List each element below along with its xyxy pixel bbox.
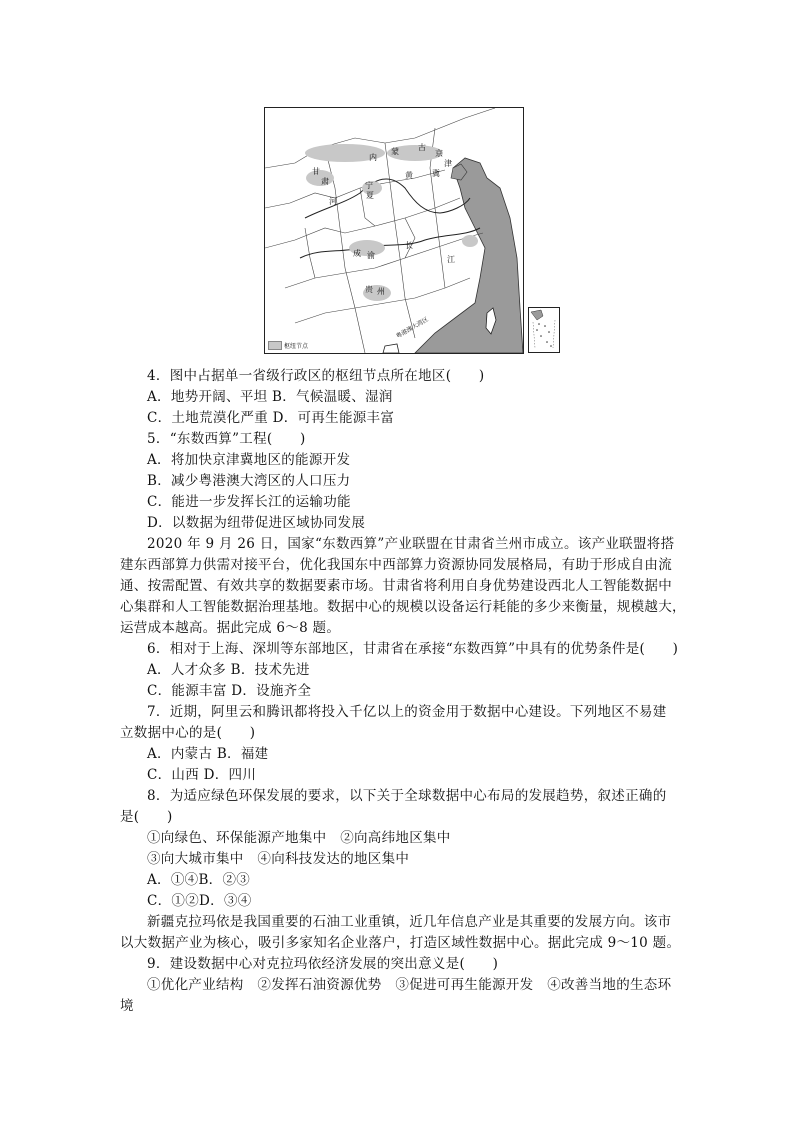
map-label-chang: 长 (405, 241, 413, 250)
map-drawing (265, 108, 523, 353)
q7-stem-line1: 7．近期，阿里云和腾讯都将投入千亿以上的资金用于数据中心建设。下列地区不易建 (147, 704, 667, 720)
q7-options-cd: C．山西 D．四川 (147, 767, 257, 783)
q5-stem: 5．“东数西算”工程( ) (147, 431, 306, 447)
q6-options-ab: A．人才众多 B．技术先进 (147, 662, 310, 678)
map-label-gui: 贵 (365, 285, 373, 294)
map-label-ning: 宁 (365, 181, 373, 190)
q4-options-cd: C．土地荒漠化严重 D．可再生能源丰富 (147, 410, 395, 426)
map-label-xia: 夏 (366, 191, 374, 200)
passage1-line3: 通、按需配置、有效共享的数据要素市场。甘肃省将利用自身优势建设西北人工智能数据中 (120, 578, 672, 594)
china-map-figure (264, 107, 524, 354)
passage1-line1: 2020 年 9 月 26 日，国家“东数西算”产业联盟在甘肃省兰州市成立。该产业联盟将搭 (147, 536, 675, 552)
map-legend (268, 341, 308, 350)
passage2-line1: 新疆克拉玛依是我国重要的石油工业重镇，近几年信息产业是其重要的发展方向。该市 (147, 914, 672, 930)
map-label-jin: 津 (444, 159, 452, 168)
map-label-zhou: 州 (377, 287, 385, 296)
q8-options-ab: A．①④B．②③ (147, 872, 251, 888)
map-label-he: 河 (329, 197, 337, 206)
q9-stem: 9．建设数据中心对克拉玛依经济发展的突出意义是( ) (147, 956, 499, 972)
map-label-gan: 甘 (312, 167, 320, 176)
map-label-yu: 渝 (367, 251, 375, 260)
q5-option-a: A．将加快京津冀地区的能源开发 (147, 452, 351, 468)
legend-label: 枢纽节点 (284, 343, 309, 350)
passage1-line5: 运营成本越高。据此完成 6～8 题。 (120, 620, 341, 636)
map-label-jiang: 江 (447, 255, 455, 264)
q7-options-ab: A．内蒙古 B．福建 (147, 746, 269, 762)
map-label-huang: 黄 (405, 171, 413, 180)
q9-items-cont: 境 (120, 998, 134, 1014)
map-label-su: 肃 (321, 177, 329, 186)
q5-option-c: C．能进一步发挥长江的运输功能 (147, 494, 351, 510)
map-label-meng: 蒙 (391, 147, 399, 156)
q9-items: ①优化产业结构 ②发挥石油资源优势 ③促进可再生能源开发 ④改善当地的生态环 (147, 977, 672, 993)
q5-option-b: B．减少粤港澳大湾区的人口压力 (147, 473, 351, 489)
passage2-line2: 以大数据产业为核心，吸引多家知名企业落户，打造区域性数据中心。据此完成 9～10 题。 (120, 935, 681, 951)
q6-stem: 6．相对于上海、深圳等东部地区，甘肃省在承接“东数西算”中具有的优势条件是( ) (147, 641, 679, 657)
legend-swatch (268, 341, 282, 350)
q6-options-cd: C．能源丰富 D．设施齐全 (147, 683, 312, 699)
map-label-cheng: 成 (353, 249, 361, 258)
q4-options-ab: A．地势开阔、平坦 B．气候温暖、湿润 (147, 389, 393, 405)
q8-stem-line2: 是( ) (120, 809, 173, 825)
q8-items-line1: ①向绿色、环保能源产地集中 ②向高纬地区集中 (147, 830, 451, 846)
q8-items-line2: ③向大城市集中 ④向科技发达的地区集中 (147, 851, 410, 867)
q7-stem-line2: 立数据中心的是( ) (120, 725, 256, 741)
passage1-line2: 建东西部算力供需对接平台，优化我国东中西部算力资源协同发展格局，有助于形成自由流 (120, 557, 672, 573)
map-label-ji: 冀 (432, 169, 440, 178)
map-label-jing: 京 (435, 149, 443, 158)
map-label-gu: 古 (418, 143, 426, 152)
south-china-sea-inset (528, 307, 560, 353)
q5-option-d: D．以数据为纽带促进区域协同发展 (147, 515, 366, 531)
q4-stem: 4．图中占据单一省级行政区的枢纽节点所在地区( ) (147, 368, 485, 384)
inset-drawing (529, 308, 559, 352)
map-label-gba: 粤港澳大湾区 (395, 315, 430, 341)
q8-stem-line1: 8．为适应绿色环保发展的要求，以下关于全球数据中心布局的发展趋势，叙述正确的 (147, 788, 667, 804)
q8-options-cd: C．①②D．③④ (147, 893, 252, 909)
map-label-nei: 内 (369, 153, 377, 162)
passage1-line4: 心集群和人工智能数据治理基地。数据中心的规模以设备运行耗能的多少来衡量，规模越大， (120, 599, 686, 615)
